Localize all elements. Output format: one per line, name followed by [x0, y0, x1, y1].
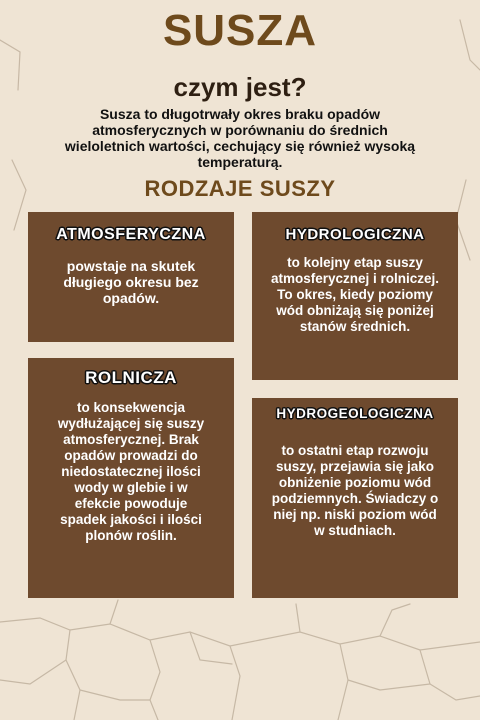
card-atmospheric-title: ATMOSFERYCZNA: [56, 226, 206, 243]
card-agricultural-text: to konsekwencja wydłużającej się suszy atmosferycznej. Brak opadów prowadzi do niedostatecznej ilości wody w glebie i w efekcie powoduje spadek jakości i ilości plonów roślin.: [57, 400, 205, 543]
subtitle: czym jest?: [173, 72, 307, 102]
card-hydrological: [252, 212, 458, 380]
intro-text: Susza to długotrwały okres braku opadów atmosferycznych w porównaniu do średnich wieloletnich wartości, cechujący się również wysoką temperaturą.: [64, 106, 416, 170]
card-hydrogeological: [252, 398, 458, 598]
card-hydrological-text: to kolejny etap suszy atmosferycznej i rolniczej. To okres, kiedy poziomy wód obniżają się poniżej stanów średnich.: [270, 255, 440, 334]
types-heading: RODZAJE SUSZY: [144, 176, 336, 201]
card-atmospheric: [28, 212, 234, 342]
card-hydrogeological-text: to ostatni etap rozwoju suszy, przejawia się jako obniżenie poziomu wód podziemnych. Świadczy o niej np. niski poziom wód w studniach.: [271, 443, 439, 538]
card-atmospheric-text: powstaje na skutek długiego okresu bez opadów.: [63, 258, 199, 306]
card-hydrological-title: HYDROLOGICZNA: [285, 226, 425, 243]
card-agricultural: [28, 358, 234, 598]
card-agricultural-title: ROLNICZA: [85, 368, 177, 387]
card-hydrogeological-title: HYDROGEOLOGICZNA: [276, 406, 434, 421]
page-title: SUSZA: [162, 6, 318, 55]
